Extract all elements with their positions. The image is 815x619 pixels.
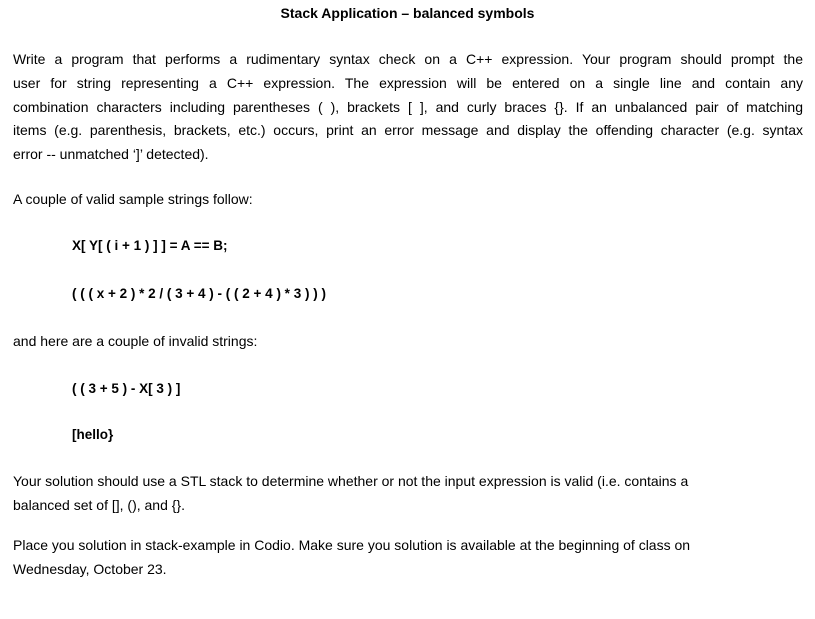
intro-line: Write a program that performs a rudimentary syntax check on a C++ expression. Your program should prompt the <box>13 51 803 67</box>
solution-line: Your solution should use a STL stack to determine whether or not the input expression is valid (i.e. contains a <box>13 473 689 489</box>
placement-line: Wednesday, October 23. <box>13 560 167 577</box>
intro-line: combination characters including parentheses ( ), brackets [ ], and curly braces {}. If an unbalanced pair of matching <box>13 98 803 115</box>
intro-line: user for string representing a C++ expression. The expression will be entered on a single line and contain any <box>13 74 803 91</box>
invalid-heading <box>13 330 803 354</box>
solution-paragraph <box>13 470 803 518</box>
intro-line: error -- unmatched ‘]’ detected). <box>13 146 209 163</box>
invalid-heading-text: and here are a couple of invalid strings: <box>13 333 258 349</box>
intro-paragraph <box>13 48 803 167</box>
placement-paragraph <box>13 534 803 582</box>
placement-line: Place you solution in stack-example in Codio. Make sure you solution is available at the beginning of class on <box>13 537 691 553</box>
intro-line: items (e.g. parenthesis, brackets, etc.) occurs, print an error message and display the offending character (e.g. syntax <box>13 122 803 139</box>
valid-sample: ( ( ( x + 2 ) * 2 / ( 3 + 4 ) - ( ( 2 + 4 ) * 3 ) ) ) <box>72 286 326 301</box>
valid-heading <box>13 188 803 212</box>
valid-sample: X[ Y[ ( i + 1 ) ] ] = A == B; <box>72 238 228 253</box>
document-title: Stack Application – balanced symbols <box>280 5 535 21</box>
solution-line: balanced set of [], (), and {}. <box>13 496 185 513</box>
invalid-sample: [hello} <box>72 427 114 442</box>
valid-heading-text: A couple of valid sample strings follow: <box>13 191 253 207</box>
invalid-sample: ( ( 3 + 5 ) - X[ 3 ) ] <box>72 381 181 396</box>
